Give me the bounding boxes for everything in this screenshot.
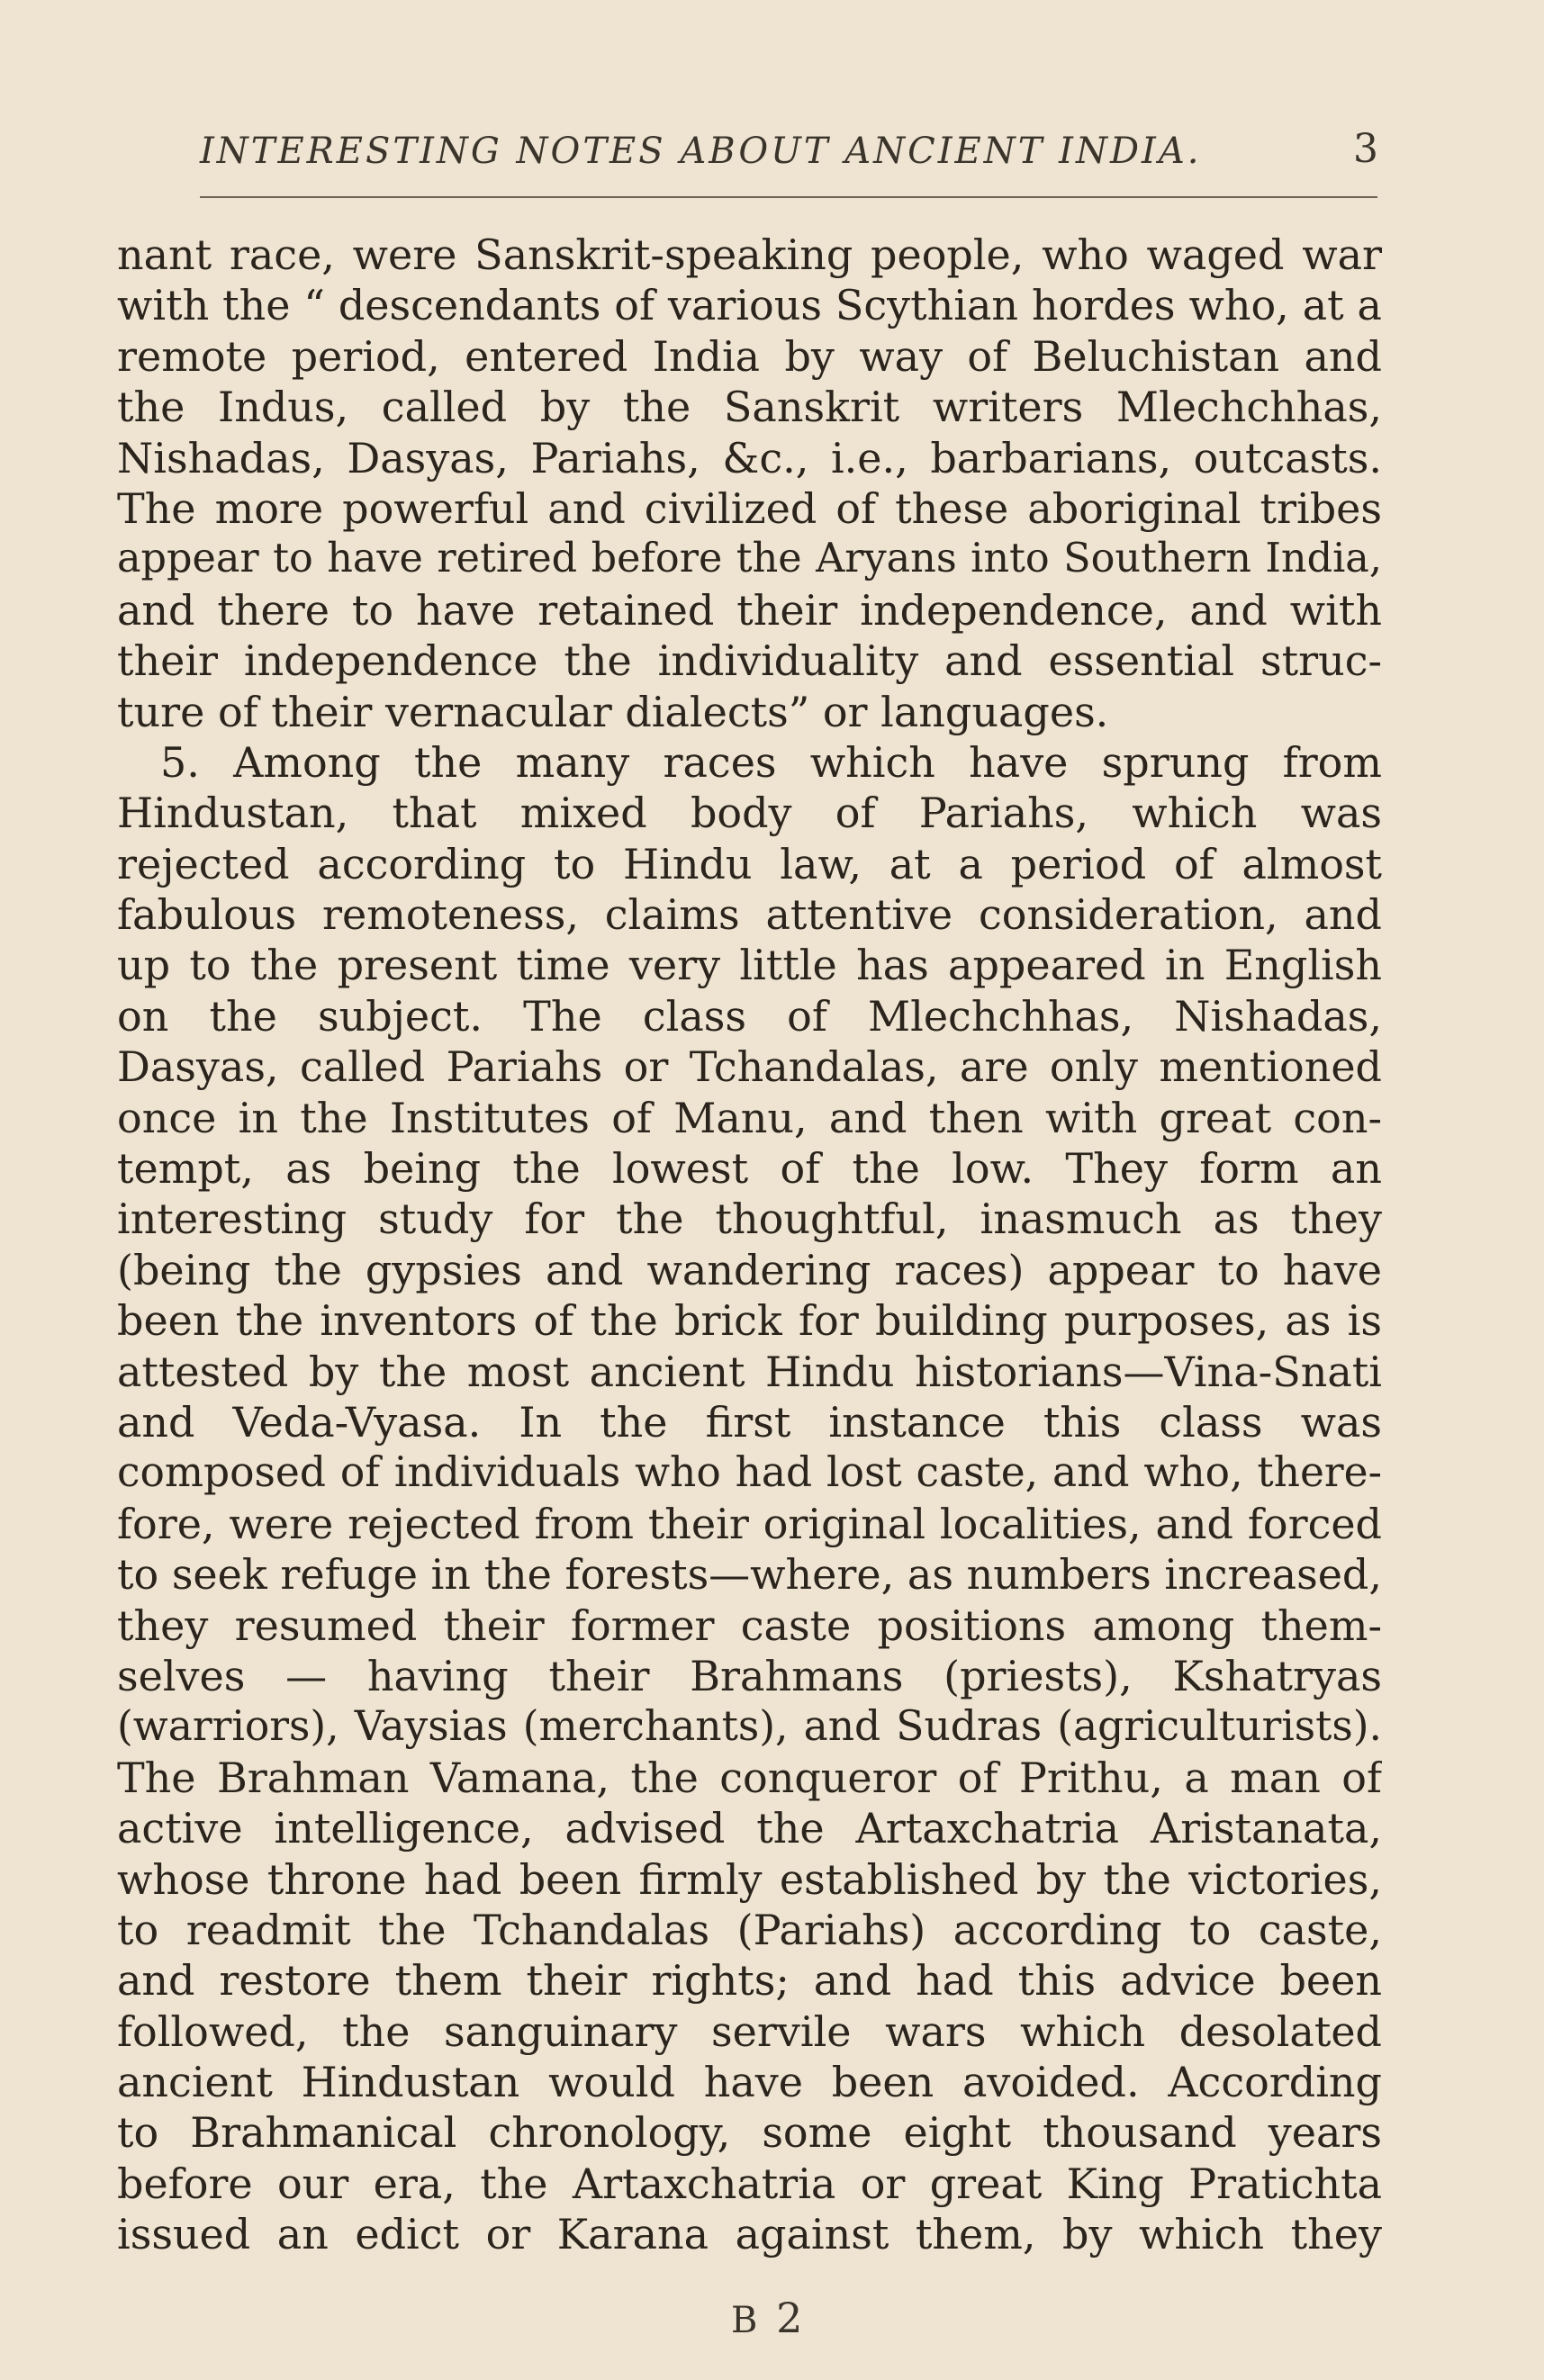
signature-letter: B (731, 2300, 762, 2341)
text-line: ture of their vernacular dialects” or languages. (117, 687, 1109, 736)
text-line: Dasyas, called Pariahs or Tchandalas, are only mentioned (117, 1042, 1382, 1092)
body-text (117, 230, 1382, 2260)
text-line: followed, the sanguinary servile wars which desolated (117, 2006, 1382, 2056)
text-line: to readmit the Tchandalas (Pariahs) according to caste, (117, 1905, 1382, 1954)
text-line: fabulous remoteness, claims attentive consideration, and (117, 890, 1382, 940)
text-line: and Veda-Vyasa. In the first instance this class was (117, 1397, 1382, 1447)
signature-mark (731, 2294, 806, 2342)
text-line: on the subject. The class of Mlechchhas, Nishadas, (117, 991, 1382, 1041)
text-line: once in the Institutes of Manu, and then with great con- (117, 1093, 1382, 1142)
text-line: fore, were rejected from their original localities, and forced (117, 1499, 1382, 1548)
text-line: Nishadas, Dasyas, Pariahs, &c., i.e., barbarians, outcasts. (117, 433, 1382, 482)
text-line: nant race, were Sanskrit-speaking people, who waged war (117, 230, 1382, 279)
signature-number: 2 (776, 2294, 807, 2342)
text-line: they resumed their former caste positions among them- (117, 1600, 1382, 1650)
text-line: and restore them their rights; and had this advice been (117, 1956, 1382, 2006)
text-line: remote period, entered India by way of Beluchistan and (117, 331, 1382, 381)
text-line: 5. Among the many races which have sprung from (160, 737, 1382, 787)
text-line: before our era, the Artaxchatria or great King Pratichta (117, 2159, 1382, 2208)
text-line: issued an edict or Karana against them, by which they (117, 2210, 1382, 2259)
text-line: The Brahman Vamana, the conqueror of Prithu, a man of (117, 1753, 1382, 1802)
text-line: The more powerful and civilized of these aboriginal tribes (117, 483, 1382, 533)
text-line: (being the gypsies and wandering races) appear to have (117, 1245, 1382, 1294)
text-line: the Indus, called by the Sanskrit writers Mlechchhas, (117, 383, 1382, 432)
text-line: been the inventors of the brick for building purposes, as is (117, 1296, 1382, 1346)
text-line: up to the present time very little has appeared in English (117, 941, 1382, 990)
header-rule (200, 196, 1377, 198)
text-line: to Brahmanical chronology, some eight thousand years (117, 2108, 1382, 2158)
running-header: INTERESTING NOTES ABOUT ANCIENT INDIA. (200, 131, 1202, 172)
text-line: to seek refuge in the forests—where, as numbers increased, (117, 1550, 1382, 1600)
text-line: their independence the individuality and essential struc- (117, 636, 1382, 686)
page-number: 3 (1353, 126, 1378, 172)
text-line: attested by the most ancient Hindu historians—Vina-Snati (117, 1347, 1382, 1396)
text-line: appear to have retired before the Aryans into Southern India, (117, 536, 1382, 582)
text-line: selves — having their Brahmans (priests), Kshatryas (117, 1651, 1382, 1700)
text-line: interesting study for the thoughtful, inasmuch as they (117, 1195, 1382, 1244)
text-line: and there to have retained their independence, and with (117, 585, 1382, 635)
text-line: whose throne had been firmly established by the victories, (117, 1854, 1382, 1904)
text-line: active intelligence, advised the Artaxchatria Aristanata, (117, 1804, 1382, 1853)
text-line: rejected according to Hindu law, at a period of almost (117, 839, 1382, 888)
text-line: composed of individuals who had lost caste, and who, there- (117, 1448, 1382, 1497)
text-line: with the “ descendants of various Scythian hordes who, at a (117, 281, 1382, 330)
text-line: (warriors), Vaysias (merchants), and Sudras (agriculturists). (117, 1702, 1382, 1751)
text-line: tempt, as being the lowest of the low. They form an (117, 1144, 1382, 1194)
text-line: Hindustan, that mixed body of Pariahs, which was (117, 789, 1382, 838)
text-line: ancient Hindustan would have been avoided. According (117, 2058, 1382, 2107)
